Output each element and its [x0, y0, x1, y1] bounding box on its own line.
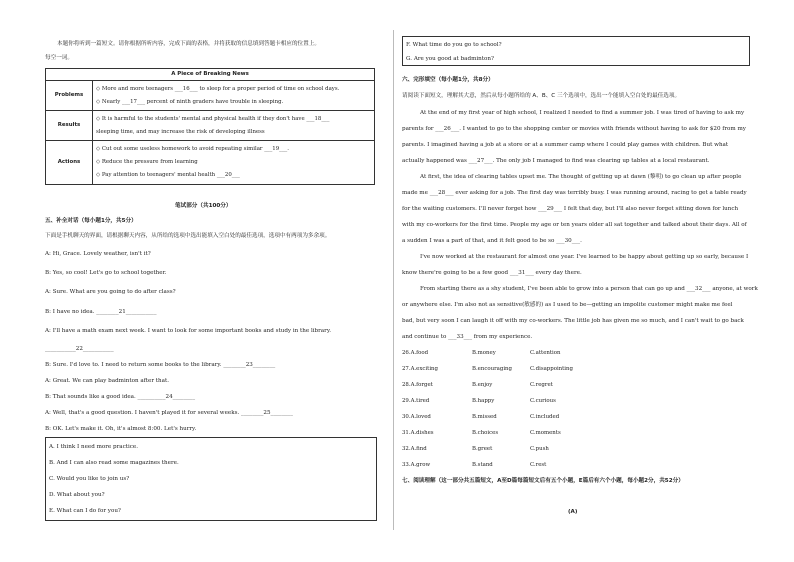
section5-title: 五、补全对话（每小题1分，共5分） — [45, 218, 137, 224]
choice-b: B.stand — [472, 462, 493, 468]
choice-a: 29.A.tired — [402, 398, 430, 404]
passage-line: I've now worked at the restaurant for almost one year. I've learned to be happy about getting up so early, because I — [420, 254, 749, 260]
section7-title: 七、阅读理解（这一部分共五篇短文，A至D篇每篇短文后有五个小题，E篇后有六个小题，每小题2分，共52分） — [402, 478, 684, 484]
choice-b: B.missed — [472, 414, 497, 420]
section7-sub-a: (A) — [568, 509, 578, 515]
breaking-news-table — [45, 68, 375, 185]
choice-b: B.money — [472, 350, 496, 356]
section6-intro: 请阅读下面短文，理解其大意，然后从每小题所给的 A、B、C 三个选项中，选出一个能填入空白处的最佳选项。 — [402, 93, 681, 99]
dialogue-line: B: That sounds like a good idea. __________24________ — [45, 394, 196, 400]
choice-a: 28.A.forget — [402, 382, 433, 388]
row-label-results: Results — [46, 111, 93, 141]
section5-intro: 下面是手机聊天的界面，请根据聊天内容，从所给的选项中选出能填入空白处的最佳选项，选项中有两项为多余项。 — [45, 233, 331, 239]
options-box — [45, 437, 377, 521]
dialogue-line: B: Yes, so cool! Let's go to school together. — [45, 270, 167, 276]
dialogue-line: ___________22___________ — [45, 346, 114, 352]
passage-line: and continue to ___33___ from my experience. — [402, 334, 533, 340]
passage-line: parents. I imagined having a job at a store or at a summer camp where I could play games with children. But what — [402, 142, 729, 148]
option-e: E. What can I do for you? — [49, 508, 121, 514]
passage-line: or anywhere else. I'm also not as sensitive(敏感的) as I used to be—getting an impolite customer might make me feel — [402, 302, 733, 308]
choice-b: B.greet — [472, 446, 493, 452]
dialogue-line: B: OK. Let's make it. Oh, it's almost 8:00. Let's hurry. — [45, 426, 197, 432]
passage-line: know there're going to be a few good ___31___ every day there. — [402, 270, 582, 276]
choice-b: B.encouraging — [472, 366, 512, 372]
table-title: A Piece of Breaking News — [46, 69, 375, 81]
option-g: G. Are you good at badminton? — [406, 56, 494, 62]
dialogue-line: A: I'll have a math exam next week. I want to look for some important books and study in the library. — [45, 328, 332, 334]
table-line: ◇ Nearly ___17___ percent of ninth graders have trouble in sleeping. — [96, 98, 284, 105]
top-options-box — [402, 36, 750, 66]
option-f: F. What time do you go to school? — [406, 42, 502, 48]
choice-a: 32.A.find — [402, 446, 427, 452]
choice-c: C.curious — [530, 398, 556, 404]
option-b: B. And I can also read some magazines there. — [49, 460, 179, 466]
table-line: ◇ More and more teenagers ___16___ to sleep for a proper period of time on school days. — [96, 85, 340, 92]
table-line: sleeping time, and may increase the risk of developing illness — [96, 128, 265, 135]
passage-line: At the end of my first year of high school, I realized I needed to find a summer job. I was tired of having to ask my — [420, 110, 745, 116]
listening-intro: 本题你将听到一篇短文。请你根据所听内容，完成下面的表格，并将获取的信息填到答题卡相应的位置上。 — [57, 41, 320, 47]
passage-line: parents for ___26___. I wanted to go to the shopping center or movies with friends without having to ask for $20 from my — [402, 126, 746, 132]
choice-b: B.happy — [472, 398, 495, 404]
dialogue-line: A: Hi, Grace. Lovely weather, isn't it? — [45, 251, 151, 257]
passage-line: with my co-workers for the first time. People my age or ten years older all sat together and talked about their days. All of — [402, 222, 747, 228]
table-line: ◇ It is harmful to the students' mental and physical health if they don't have ___18___ — [96, 115, 330, 122]
passage-line: made me ___28___ ever asking for a job. The first day was terribly busy. I was running around, racing to get a table ready — [402, 190, 747, 196]
column-divider — [393, 30, 394, 530]
choice-c: C.push — [530, 446, 549, 452]
choice-b: B.choices — [472, 430, 499, 436]
option-c: C. Would you like to join us? — [49, 476, 130, 482]
written-part-heading: 笔试部分（共100分） — [175, 203, 232, 209]
choice-c: C.attention — [530, 350, 561, 356]
row-label-problems: Problems — [46, 81, 93, 111]
passage-line: a sudden I was a part of that, and it felt good to be so ___30___. — [402, 238, 582, 244]
passage-line: At first, the idea of clearing tables upset me. The thought of getting up at dawn (黎明) to go clean up after people — [420, 174, 742, 180]
passage-line: actually happened was ___27___. The only job I managed to find was clearing up tables at a local restaurant. — [402, 158, 710, 164]
option-a: A. I think I need more practice. — [49, 444, 138, 450]
choice-c: C.included — [530, 414, 560, 420]
passage-line: bad, but very soon I can laugh it off with my co-workers. The little job has given me so much, and I can't wait to go back — [402, 318, 744, 324]
section6-title: 六、完形填空（每小题1分，共8分） — [402, 77, 494, 83]
choice-c: C.moments — [530, 430, 561, 436]
option-d: D. What about you? — [49, 492, 105, 498]
passage-line: From starting there as a shy student, I've been able to grow into a person that can go up and ___32___ anyone, at work — [420, 286, 758, 292]
choice-a: 26.A.food — [402, 350, 429, 356]
dialogue-line: B: I have no idea. ________21___________ — [45, 309, 157, 315]
choice-a: 30.A.loved — [402, 414, 431, 420]
listening-intro-2: 每空一词。 — [45, 55, 73, 61]
choice-a: 27.A.exciting — [402, 366, 438, 372]
dialogue-line: A: Sure. What are you going to do after class? — [45, 289, 176, 295]
dialogue-line: B: Sure. I'd love to. I need to return some books to the library. ________23________ — [45, 362, 276, 368]
passage-line: for the waiting customers. I'll never forget how ___29___ I felt that day, but I'll also never forget sitting down for lunch — [402, 206, 739, 212]
table-line: ◇ Pay attention to teenagers' mental health ___20___ — [96, 172, 240, 178]
row-content-results — [93, 111, 375, 141]
table-line: ◇ Cut out some useless homework to avoid repeating similar ___19___. — [96, 146, 289, 152]
row-content-problems — [93, 81, 375, 111]
choice-b: B.enjoy — [472, 382, 493, 388]
row-label-actions: Actions — [46, 141, 93, 185]
choice-a: 33.A.grow — [402, 462, 431, 468]
choice-c: C.disappointing — [530, 366, 573, 372]
dialogue-line: A: Great. We can play badminton after that. — [45, 378, 169, 384]
table-line: ◇ Reduce the pressure from learning — [96, 159, 198, 165]
row-content-actions — [93, 141, 375, 185]
dialogue-line: A: Well, that's a good question. I haven't played it for several weeks. ________25________ — [45, 410, 293, 416]
choice-c: C.rest — [530, 462, 547, 468]
choice-a: 31.A.dishes — [402, 430, 434, 436]
choice-c: C.regret — [530, 382, 553, 388]
